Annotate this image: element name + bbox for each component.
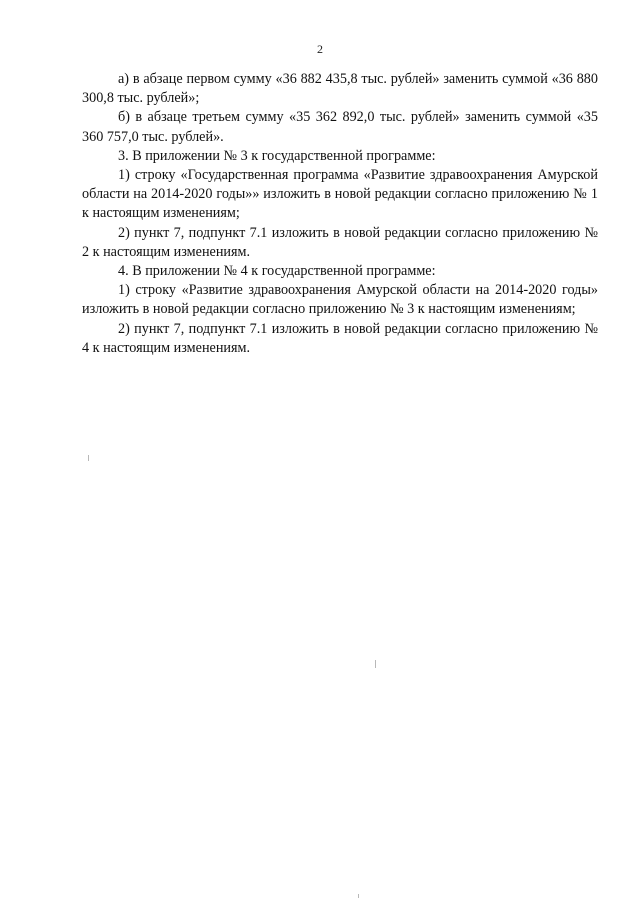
- paragraph-4-1-program-row: 1) строку «Развитие здравоохранения Амурской области на 2014-2020 годы» изложить в новой редакции согласно приложению № 3 к настоящим изменениям;: [82, 282, 598, 318]
- paragraph-a-first-abzac: а) в абзаце первом сумму «36 882 435,8 тыс. рублей» заменить суммой «36 880 300,8 тыс. рублей»;: [82, 71, 598, 107]
- paragraph-b-third-abzac: б) в абзаце третьем сумму «35 362 892,0 тыс. рублей» заменить суммой «35 360 757,0 тыс. рублей».: [82, 109, 598, 145]
- paragraph-4-2-item-7: 2) пункт 7, подпункт 7.1 изложить в новой редакции согласно приложению № 4 к настоящим изменениям.: [82, 320, 598, 356]
- paragraph-3-1-program-row: 1) строку «Государственная программа «Развитие здравоохранения Амурской области на 2014-2020 годы»» изложить в новой редакции согласно приложению № 1 к настоящим изменениям;: [82, 167, 598, 222]
- document-body: [82, 70, 598, 358]
- paragraph-4-appendix-4: 4. В приложении № 4 к государственной программе:: [118, 263, 436, 280]
- page-number: 2: [317, 42, 323, 56]
- scan-speck: [375, 660, 376, 668]
- paragraph-3-2-item-7: 2) пункт 7, подпункт 7.1 изложить в новой редакции согласно приложению № 2 к настоящим изменениям.: [82, 224, 598, 260]
- paragraph-3-appendix-3: 3. В приложении № 3 к государственной программе:: [118, 147, 436, 164]
- scan-speck: [358, 894, 359, 898]
- scan-speck: [88, 455, 89, 461]
